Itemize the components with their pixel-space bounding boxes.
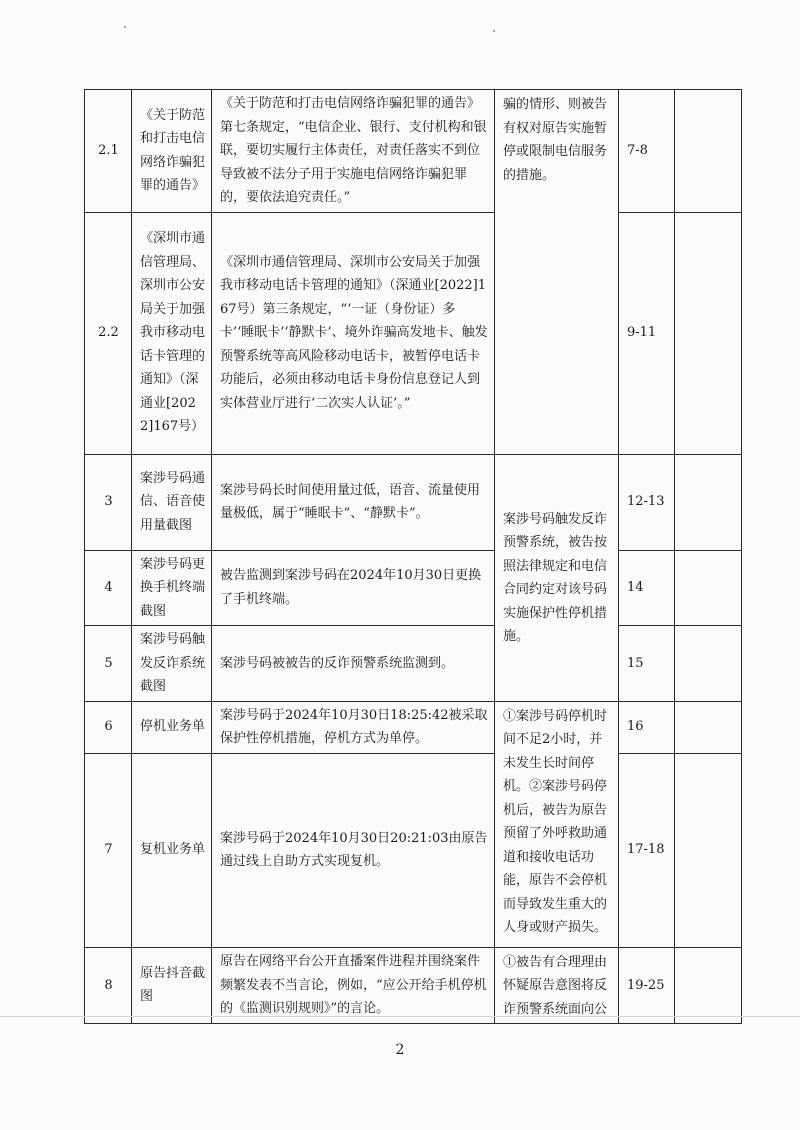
evidence-number: 7 <box>85 753 132 947</box>
evidence-name: 案涉号码触发反诈系统截图 <box>132 626 212 702</box>
remark-cell <box>675 454 742 550</box>
proof-purpose: 骗的情形、则被告有权对原告实施暂停或限制电信服务的措施。 <box>495 90 619 455</box>
page-range: 7-8 <box>619 90 675 213</box>
scan-speck <box>124 26 126 28</box>
evidence-content: 案涉号码被被告的反诈预警系统监测到。 <box>212 626 495 702</box>
table-row <box>85 626 742 702</box>
table-row <box>85 212 742 454</box>
remark-cell <box>675 626 742 702</box>
remark-cell <box>675 701 742 753</box>
table-row <box>85 753 742 947</box>
page-range: 14 <box>619 550 675 626</box>
evidence-content: 《深圳市通信管理局、深圳市公安局关于加强我市移动电话卡管理的通知》（深通业[2022]167号）第三条规定，“‘一证（身份证）多卡’‘睡眠卡’‘静默卡’、境外诈骗高发地卡、触发预警系统等高风险移动电话卡，被暂停电话卡功能后，必须由移动电话卡身份信息登记人到实体营业厅进行‘二次实人认证’。” <box>212 212 495 454</box>
evidence-name: 《关于防范和打击电信网络诈骗犯罪的通告》 <box>132 90 212 213</box>
evidence-number: 2.2 <box>85 212 132 454</box>
table-row <box>85 701 742 753</box>
evidence-number: 8 <box>85 947 132 1024</box>
evidence-content: 原告在网络平台公开直播案件进程并围绕案件频繁发表不当言论，例如，“应公开给手机停机的《监测识别规则》”的言论。 <box>212 947 495 1024</box>
page-number: 2 <box>395 1042 405 1058</box>
evidence-number: 4 <box>85 550 132 626</box>
scan-speck <box>493 30 495 32</box>
evidence-number: 6 <box>85 701 132 753</box>
remark-cell <box>675 947 742 1024</box>
remark-cell <box>675 212 742 454</box>
evidence-content: 案涉号码长时间使用量过低，语音、流量使用量极低，属于“睡眠卡”、“静默卡”。 <box>212 454 495 550</box>
table-row <box>85 550 742 626</box>
evidence-name: 原告抖音截图 <box>132 947 212 1024</box>
evidence-number: 5 <box>85 626 132 702</box>
remark-cell <box>675 753 742 947</box>
evidence-name: 停机业务单 <box>132 701 212 753</box>
scan-edge-line <box>0 1016 800 1017</box>
page-range: 12-13 <box>619 454 675 550</box>
remark-cell <box>675 90 742 213</box>
evidence-name: 《深圳市通信管理局、深圳市公安局关于加强我市移动电话卡管理的通知》（深通业[2022]167号） <box>132 212 212 454</box>
page-range: 16 <box>619 701 675 753</box>
proof-purpose: ①被告有合理理由怀疑原告意图将反诈预警系统面向公 <box>495 947 619 1024</box>
table-row <box>85 454 742 550</box>
proof-purpose: ①案涉号码停机时间不足2小时，并未发生长时间停机。②案涉号码停机后，被告为原告预留了外呼救助通道和接收电话功能，原告不会停机而导致发生重大的人身或财产损失。 <box>495 701 619 947</box>
remark-cell <box>675 550 742 626</box>
evidence-content: 案涉号码于2024年10月30日20:21:03由原告通过线上自助方式实现复机。 <box>212 753 495 947</box>
page-range: 9-11 <box>619 212 675 454</box>
page-range: 17-18 <box>619 753 675 947</box>
page-range: 19-25 <box>619 947 675 1024</box>
evidence-content: 《关于防范和打击电信网络诈骗犯罪的通告》第七条规定，“电信企业、银行、支付机构和银联，要切实履行主体责任，对责任落实不到位导致被不法分子用于实施电信网络诈骗犯罪的，要依法追究责任。” <box>212 90 495 213</box>
evidence-name: 复机业务单 <box>132 753 212 947</box>
evidence-table <box>84 89 742 1024</box>
evidence-content: 案涉号码于2024年10月30日18:25:42被采取保护性停机措施，停机方式为单停。 <box>212 701 495 753</box>
page-range: 15 <box>619 626 675 702</box>
evidence-number: 3 <box>85 454 132 550</box>
evidence-name: 案涉号码通信、语音使用量截图 <box>132 454 212 550</box>
proof-purpose: 案涉号码触发反诈预警系统，被告按照法律规定和电信合同约定对该号码实施保护性停机措施。 <box>495 454 619 701</box>
evidence-number: 2.1 <box>85 90 132 213</box>
evidence-content: 被告监测到案涉号码在2024年10月30日更换了手机终端。 <box>212 550 495 626</box>
table-row <box>85 947 742 1024</box>
table-row <box>85 90 742 213</box>
evidence-name: 案涉号码更换手机终端截图 <box>132 550 212 626</box>
